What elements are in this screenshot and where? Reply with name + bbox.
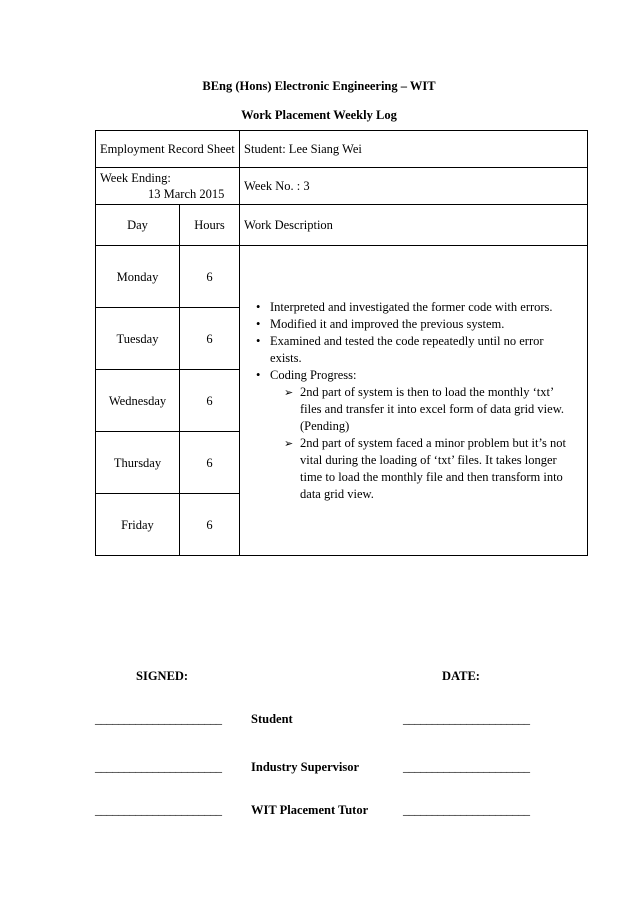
- signature-row-placement-tutor: [0, 803, 638, 821]
- week-ending-date: 13 March 2015: [148, 187, 225, 201]
- signature-row-student: [0, 712, 638, 730]
- hours-cell: 6: [180, 370, 240, 432]
- work-bullet-list: [244, 299, 583, 503]
- day-cell: Monday: [96, 246, 180, 308]
- week-ending-label: Week Ending:: [100, 171, 171, 185]
- date-line: ______________________: [403, 760, 530, 774]
- hours-cell: 6: [180, 432, 240, 494]
- signature-role-industry-supervisor: Industry Supervisor: [251, 760, 360, 774]
- week-ending-cell: [96, 168, 240, 205]
- progress-sub-bullet: ➢ 2nd part of system is then to load the monthly ‘txt’ files and transfer it into excel form of data grid view. (Pending): [300, 384, 577, 435]
- progress-sub-bullet: ➢ 2nd part of system faced a minor problem but it’s not vital during the loading of ‘txt’ files. It takes longer time to load the monthly file and then transform into data grid view.: [300, 435, 577, 503]
- day-cell: Thursday: [96, 432, 180, 494]
- student-name: Student: Lee Siang Wei: [240, 131, 588, 168]
- hours-cell: 6: [180, 246, 240, 308]
- signed-label: SIGNED:: [136, 669, 189, 683]
- date-line: ______________________: [403, 803, 530, 817]
- date-label: DATE:: [442, 669, 480, 683]
- work-bullet: • Modified it and improved the previous system.: [270, 316, 577, 333]
- work-description-cell: [240, 246, 588, 556]
- column-header-row: [96, 205, 588, 246]
- coding-progress-item: [270, 367, 577, 503]
- signature-line: ______________________: [95, 803, 222, 817]
- coding-progress-label: Coding Progress:: [270, 367, 357, 382]
- day-cell: Wednesday: [96, 370, 180, 432]
- log-title: Work Placement Weekly Log: [241, 108, 397, 122]
- signature-role-student: Student: [251, 712, 293, 726]
- coding-progress-sublist: [270, 384, 577, 503]
- day-column-header: Day: [96, 205, 180, 246]
- week-number: Week No. : 3: [240, 168, 588, 205]
- week-row: [96, 168, 588, 205]
- signature-line: ______________________: [95, 760, 222, 774]
- employment-row: [96, 131, 588, 168]
- date-line: ______________________: [403, 712, 530, 726]
- signature-role-placement-tutor: WIT Placement Tutor: [251, 803, 369, 817]
- employment-record-sheet-label: Employment Record Sheet: [96, 131, 240, 168]
- work-description-column-header: Work Description: [240, 205, 588, 246]
- work-bullet: • Examined and tested the code repeatedly until no error exists.: [270, 333, 577, 367]
- day-row: [96, 246, 588, 308]
- program-title: BEng (Hons) Electronic Engineering – WIT: [202, 79, 436, 93]
- hours-cell: 6: [180, 494, 240, 556]
- hours-cell: 6: [180, 308, 240, 370]
- hours-column-header: Hours: [180, 205, 240, 246]
- weekly-log-table: [95, 130, 588, 556]
- day-cell: Tuesday: [96, 308, 180, 370]
- signature-line: ______________________: [95, 712, 222, 726]
- day-cell: Friday: [96, 494, 180, 556]
- work-bullet: • Interpreted and investigated the former code with errors.: [270, 299, 577, 316]
- signature-row-industry-supervisor: [0, 760, 638, 778]
